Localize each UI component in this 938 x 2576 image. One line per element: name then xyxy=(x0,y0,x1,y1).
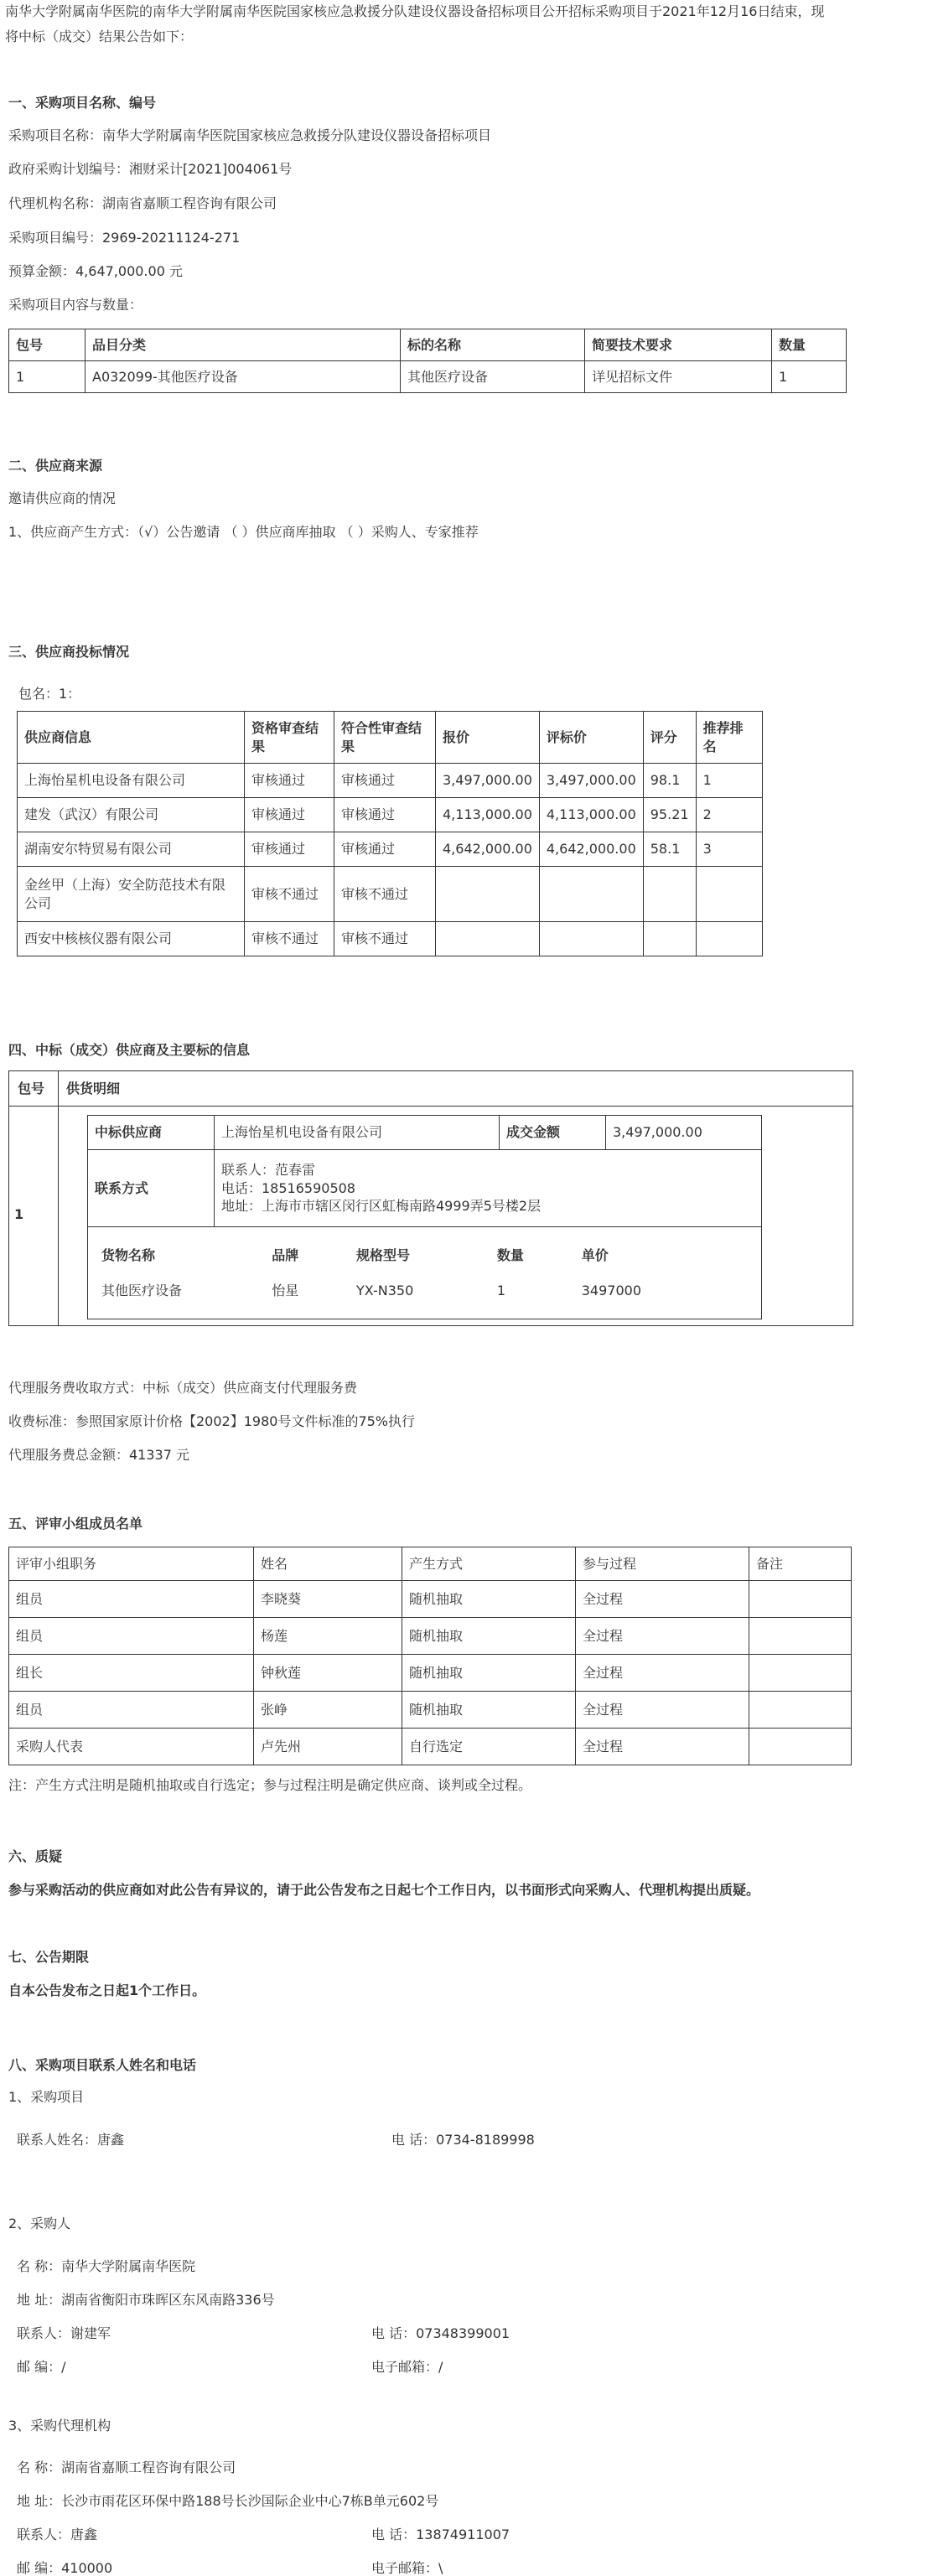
contact-address: 地址：上海市市辖区闵行区虹梅南路4999弄5号楼2层 xyxy=(221,1198,542,1215)
cell: YX-N350 xyxy=(356,1282,414,1298)
committee-table-header xyxy=(9,1547,852,1581)
challenge-text: 参与采购活动的供应商如对此公告有异议的，请于此公告发布之日起七个工作日内，以书面形式向采购人、代理机构提出质疑。 xyxy=(8,1882,760,1898)
cell xyxy=(643,922,696,956)
sub-project: 1、采购项目 xyxy=(8,2089,85,2105)
header-detail: 供货明细 xyxy=(66,1081,121,1096)
section-7-heading: 七、公告期限 xyxy=(8,1949,90,1965)
cell: 4,113,000.00 xyxy=(436,798,540,832)
cell xyxy=(539,867,643,922)
header-cell: 品目分类 xyxy=(86,329,401,361)
header-cell: 推荐排名 xyxy=(696,712,762,764)
cell: 98.1 xyxy=(643,764,696,798)
fee-standard: 收费标准：参照国家原计价格【2002】1980号文件标准的75%执行 xyxy=(8,1413,416,1429)
cell: 怡星 xyxy=(272,1282,299,1298)
cell: 组长 xyxy=(9,1655,254,1692)
table-row xyxy=(95,1273,648,1309)
cell: 上海怡星机电设备有限公司 xyxy=(18,764,245,798)
budget-amount: 预算金额：4,647,000.00 元 xyxy=(8,263,183,279)
cell: 建发（武汉）有限公司 xyxy=(18,798,245,832)
header-cell: 包号 xyxy=(9,329,86,361)
cell: 1 xyxy=(772,361,847,393)
cell xyxy=(749,1729,852,1765)
cell: 西安中核核仪器有限公司 xyxy=(18,922,245,956)
cell: 审核通过 xyxy=(334,832,436,867)
cell: 全过程 xyxy=(576,1655,749,1692)
agency-address: 地 址：长沙市雨花区环保中路188号长沙国际企业中心7栋B单元602号 xyxy=(17,2493,439,2509)
cell: 审核不通过 xyxy=(334,867,436,922)
cell: 其他医疗设备 xyxy=(101,1282,183,1298)
cell: 全过程 xyxy=(576,1729,749,1765)
purchaser-name: 名 称：南华大学附属南华医院 xyxy=(17,2258,196,2274)
cell: 其他医疗设备 xyxy=(401,361,585,393)
header-cell: 规格型号 xyxy=(356,1247,411,1263)
header-cell: 数量 xyxy=(496,1247,524,1263)
bid-table-header xyxy=(18,712,763,764)
contact-cell xyxy=(215,1150,762,1227)
header-cell: 符合性审查结果 xyxy=(334,712,436,764)
cell xyxy=(436,867,540,922)
header-cell: 备注 xyxy=(749,1547,852,1581)
cell: 4,113,000.00 xyxy=(539,798,643,832)
cell: 全过程 xyxy=(576,1581,749,1618)
table-row xyxy=(18,867,763,922)
cell: 钟秋莲 xyxy=(254,1655,402,1692)
cell: 审核不通过 xyxy=(245,922,334,956)
cell: 随机抽取 xyxy=(402,1581,576,1618)
column-divider xyxy=(58,1071,59,1325)
cell: 58.1 xyxy=(643,832,696,867)
cell: 随机抽取 xyxy=(402,1618,576,1655)
purchaser-phone: 电 话：07348399001 xyxy=(371,2325,510,2341)
notice-period-text: 自本公告发布之日起1个工作日。 xyxy=(8,1983,206,1998)
cell: 4,642,000.00 xyxy=(539,832,643,867)
table-row xyxy=(18,798,763,832)
section-4-heading: 四、中标（成交）供应商及主要标的信息 xyxy=(8,1042,251,1058)
cell: 金丝甲（上海）安全防范技术有限公司 xyxy=(18,867,245,922)
cell: 4,642,000.00 xyxy=(436,832,540,867)
project-contact: 联系人姓名：唐鑫 xyxy=(17,2132,125,2148)
section-5-heading: 五、评审小组成员名单 xyxy=(8,1516,143,1532)
header-cell: 姓名 xyxy=(254,1547,402,1581)
agency-phone: 电 话：13874911007 xyxy=(371,2527,510,2542)
goods-table xyxy=(95,1238,648,1309)
fee-total: 代理服务费总金额：41337 元 xyxy=(8,1447,189,1463)
cell: 1 xyxy=(696,764,762,798)
header-cell: 评标价 xyxy=(539,712,643,764)
header-cell: 货物名称 xyxy=(101,1247,156,1263)
cell: 杨莲 xyxy=(254,1618,402,1655)
cell: 详见招标文件 xyxy=(585,361,772,393)
intro-line-1: 南华大学附属南华医院的南华大学附属南华医院国家核应急救援分队建设仪器设备招标项目公开招标采购项目于2021年12月16日结束，现 xyxy=(5,3,825,19)
supplier-source-method: 1、供应商产生方式：（√）公告邀请 （ ）供应商库抽取 （ ）采购人、专家推荐 xyxy=(8,524,479,540)
bid-table xyxy=(17,711,763,956)
table-row xyxy=(9,1655,852,1692)
purchaser-address: 地 址：湖南省衡阳市珠晖区东风南路336号 xyxy=(17,2292,275,2308)
cell: 李晓葵 xyxy=(254,1581,402,1618)
content-label: 采购项目内容与数量： xyxy=(8,297,143,313)
header-cell: 供应商信息 xyxy=(18,712,245,764)
cell: 张峥 xyxy=(254,1692,402,1729)
amount-value: 3,497,000.00 xyxy=(606,1116,762,1150)
cell: 组员 xyxy=(9,1618,254,1655)
cell xyxy=(436,922,540,956)
contact-label: 联系方式 xyxy=(88,1150,215,1227)
header-cell: 报价 xyxy=(436,712,540,764)
header-cell: 标的名称 xyxy=(401,329,585,361)
goods-cell xyxy=(88,1227,762,1319)
table-row xyxy=(88,1116,762,1150)
header-cell: 数量 xyxy=(772,329,847,361)
agency-name: 代理机构名称：湖南省嘉顺工程咨询有限公司 xyxy=(8,195,277,211)
award-table-header xyxy=(9,1071,852,1107)
header-cell: 参与过程 xyxy=(576,1547,749,1581)
table-row xyxy=(18,922,763,956)
cell xyxy=(643,867,696,922)
table-row xyxy=(9,1581,852,1618)
intro-line-2: 将中标（成交）结果公告如下： xyxy=(5,29,194,44)
cell: 3497000 xyxy=(581,1282,641,1298)
cell: 自行选定 xyxy=(402,1729,576,1765)
header-cell: 产生方式 xyxy=(402,1547,576,1581)
agency-contact: 联系人：唐鑫 xyxy=(17,2527,98,2542)
table-row xyxy=(9,1692,852,1729)
cell xyxy=(696,867,762,922)
amount-label: 成交金额 xyxy=(500,1116,606,1150)
cell: 3 xyxy=(696,832,762,867)
cell: 3,497,000.00 xyxy=(539,764,643,798)
header-cell: 评分 xyxy=(643,712,696,764)
project-name: 采购项目名称：南华大学附属南华医院国家核应急救援分队建设仪器设备招标项目 xyxy=(8,127,492,143)
sub-purchaser: 2、采购人 xyxy=(8,2216,71,2231)
cell xyxy=(749,1618,852,1655)
table-row xyxy=(18,764,763,798)
header-cell: 简要技术要求 xyxy=(585,329,772,361)
agency-email: 电子邮箱：\ xyxy=(371,2560,443,2576)
cell: 采购人代表 xyxy=(9,1729,254,1765)
section-6-heading: 六、质疑 xyxy=(8,1848,63,1864)
agency-name-line: 名 称：湖南省嘉顺工程咨询有限公司 xyxy=(17,2459,236,2475)
table-row xyxy=(18,832,763,867)
cell xyxy=(749,1655,852,1692)
cell: 随机抽取 xyxy=(402,1692,576,1729)
cell: 组员 xyxy=(9,1692,254,1729)
cell: 审核通过 xyxy=(245,798,334,832)
cell: A032099-其他医疗设备 xyxy=(86,361,401,393)
cell xyxy=(749,1692,852,1729)
cell: 审核不通过 xyxy=(245,867,334,922)
section-8-heading: 八、采购项目联系人姓名和电话 xyxy=(8,2057,197,2073)
cell: 全过程 xyxy=(576,1618,749,1655)
cell: 审核通过 xyxy=(334,798,436,832)
table-row xyxy=(88,1150,762,1227)
agency-zip: 邮 编：410000 xyxy=(17,2560,113,2576)
header-cell: 单价 xyxy=(581,1247,609,1263)
purchaser-zip: 邮 编：/ xyxy=(17,2359,66,2375)
items-table xyxy=(8,329,847,393)
header-cell: 品牌 xyxy=(272,1247,299,1263)
winner-info-table xyxy=(87,1115,762,1319)
table-row xyxy=(9,361,847,393)
cell xyxy=(696,922,762,956)
cell: 随机抽取 xyxy=(402,1655,576,1692)
cell xyxy=(749,1581,852,1618)
cell: 1 xyxy=(496,1282,506,1298)
section-3-heading: 三、供应商投标情况 xyxy=(8,644,130,660)
cell: 审核通过 xyxy=(245,832,334,867)
contact-person: 联系人：范春雷 xyxy=(221,1162,316,1179)
goods-header xyxy=(95,1238,648,1273)
header-pkg: 包号 xyxy=(18,1081,45,1096)
section-1-heading: 一、采购项目名称、编号 xyxy=(8,95,157,111)
header-cell: 资格审查结果 xyxy=(245,712,334,764)
header-cell: 评审小组职务 xyxy=(9,1547,254,1581)
sub-agency: 3、采购代理机构 xyxy=(8,2418,111,2433)
committee-note: 注：产生方式注明是随机抽取或自行选定；参与过程注明是确定供应商、谈判或全过程。 xyxy=(8,1777,532,1793)
section-2-heading: 二、供应商来源 xyxy=(8,458,103,474)
cell: 全过程 xyxy=(576,1692,749,1729)
supplier-invite-label: 邀请供应商的情况 xyxy=(8,490,117,506)
project-number: 采购项目编号：2969-20211124-271 xyxy=(8,230,241,246)
committee-table xyxy=(8,1547,852,1765)
cell: 湖南安尔特贸易有限公司 xyxy=(18,832,245,867)
cell: 审核通过 xyxy=(245,764,334,798)
winner-name: 上海怡星机电设备有限公司 xyxy=(215,1116,500,1150)
items-table-header xyxy=(9,329,847,361)
cell: 审核通过 xyxy=(334,764,436,798)
winner-label: 中标供应商 xyxy=(88,1116,215,1150)
package-name: 包名：1： xyxy=(18,686,81,702)
project-phone: 电 话：0734-8189998 xyxy=(391,2132,535,2148)
cell: 3,497,000.00 xyxy=(436,764,540,798)
table-row xyxy=(9,1729,852,1765)
cell: 95.21 xyxy=(643,798,696,832)
cell: 1 xyxy=(9,361,86,393)
cell: 卢先州 xyxy=(254,1729,402,1765)
table-row xyxy=(9,1618,852,1655)
table-row xyxy=(88,1227,762,1319)
purchaser-email: 电子邮箱：/ xyxy=(371,2359,443,2375)
plan-number: 政府采购计划编号：湘财采计[2021]004061号 xyxy=(8,161,293,177)
purchaser-contact: 联系人：谢建军 xyxy=(17,2325,111,2341)
cell: 组员 xyxy=(9,1581,254,1618)
contact-phone: 电话：18516590508 xyxy=(221,1179,355,1196)
cell xyxy=(539,922,643,956)
cell: 2 xyxy=(696,798,762,832)
award-pkg-number: 1 xyxy=(14,1206,24,1222)
cell: 审核不通过 xyxy=(334,922,436,956)
fee-method: 代理服务费收取方式：中标（成交）供应商支付代理服务费 xyxy=(8,1380,358,1396)
